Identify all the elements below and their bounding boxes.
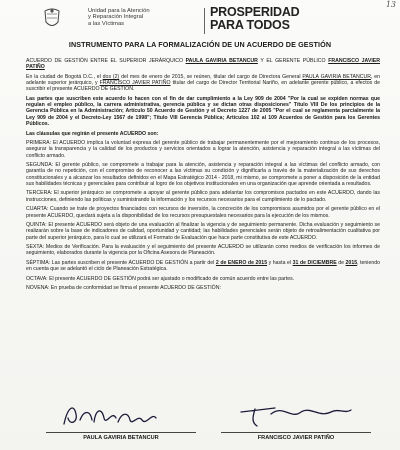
brand-logo: PROSPERIDAD PARA TODOS [210, 5, 300, 32]
signature-superior [36, 400, 206, 448]
clause-cuarta: CUARTA: Cuando se trate de proyectos financiados con recursos de inversión, la concreción de los compromisos asumidos por el gerente público en el presente ACUERDO, quedará sujeta a la disponibilidad de los recursos presupuestales necesarios para la ejecución de los mismos. [26, 206, 380, 219]
signature-gerente [211, 400, 381, 448]
clause-tercera: TERCERA: El superior jerárquico se compromete a apoyar al gerente público para adelantar los compromisos pactados en este ACUERDO, dando las instrucciones, definiendo las políticas y suministrando la información y los recursos necesarios para el cumplimiento de lo pactado. [26, 190, 380, 203]
clause-sexta: SEXTA: Medios de Verificación. Para la evaluación y el seguimiento del presente ACUERDO se utilizarán como medios de verificación los informes de seguimiento, elaborados durante la vigencia por la Oficina Asesora de Planeación. [26, 244, 380, 257]
coat-of-arms-icon [42, 7, 62, 31]
document-body [26, 58, 380, 295]
signature-line [221, 432, 371, 433]
document-title: INSTRUMENTO PARA LA FORMALIZACIÓN DE UN ACUERDO DE GESTIÓN [68, 40, 332, 49]
handwritten-signature-right [231, 400, 361, 430]
clause-novena: NOVENA: En prueba de conformidad se firma el presente ACUERDO DE GESTIÓN: [26, 285, 221, 292]
header-divider [204, 8, 205, 34]
signature-block [26, 400, 380, 448]
clauses-intro: Las cláusulas que regirán el presente ACUERDO son: [26, 130, 159, 137]
handwritten-signature-left [56, 400, 186, 430]
paragraph-1: En la ciudad de Bogotá D.C., el dos (2) del mes de enero de 2015, se reúnen, titular del cargo de Directora General PAULA GAVIRIA BETANCUR, en adelante superior jerárquico, y FRANCISCO JAVIER PATIÑO titular del cargo de Director Territorial Nariño, en adelante gerente público, a efectos de suscribir el presente ACUERDO DE GESTIÓN. [26, 73, 381, 93]
intro-paragraph: ACUERDO DE GESTIÓN ENTRE EL SUPERIOR JERÁRQUICO PAULA GAVIRIA BETANCUR Y EL GERENTE PÚBLICO FRANCISCO JAVIER PATIÑO [26, 58, 380, 71]
organization-name: Unidad para la Atención y Reparación Integral a las Víctimas [88, 8, 150, 27]
clause-septima: SÉPTIMA: Las partes suscriben el presente ACUERDO DE GESTIÓN a partir del 2 de ENERO de 2015 y hasta el 31 de DICIEMBRE de 2015, teniendo en cuenta que se adelantó el ciclo de Planeación Estratégica. [26, 259, 380, 273]
signer-name-superior: PAULA GAVIRIA BETANCUR [83, 435, 159, 441]
signature-line [46, 432, 196, 433]
clause-quinta: QUINTA: El presente ACUERDO será objeto de una evaluación al finalizar la vigencia y de seguimiento permanente. Dicha evaluación y seguimiento se realizarán sobre la base de indicadores de calidad, oportunidad y cantidad; las habilidades gerenciales serán objeto de retroalimentación cualitativa por parte del superior jerárquico, para lo cual se utilizará el Formato de Evaluación que hace parte constitutiva de este ACUERDO. [26, 222, 380, 241]
document-header [22, 6, 382, 36]
margin-note: 13 [385, 0, 396, 9]
signer-name-gerente: FRANCISCO JAVIER PATIÑO [257, 435, 335, 441]
clause-octava: OCTAVA: El presente ACUERDO DE GESTIÓN podrá ser ajustado o modificado de común acuerdo entre las partes. [26, 275, 295, 282]
clause-primera: PRIMERA: El ACUERDO implica la voluntad expresa del gerente público de trabajar permanentemente por el mejoramiento continuo de los procesos, asegurar la transparencia y la calidad de los productos y servicios orientados a lograr la atención, asistencia y reparación integral a las víctimas del conflicto armado. [26, 140, 380, 159]
paragraph-2: Las partes que suscriben este acuerdo lo hacen con el fin de dar cumplimiento a la Ley 909 de 2004 "Por la cual se expiden normas que regulan el empleo público, la carrera administrativa, gerencia pública y se dictan otras disposiciones" Título VIII De los principios de la Gerencia Pública en la Administración; Artículo 50 Acuerdo de Gestión y el Decreto 1227 de 2005 "Por el cual se reglamenta parcialmente la Ley 909 de 2004 y el Decreto-Ley 1567 de 1998"; Título VIII Gerencia Pública; Artículos 102 al 109 Acuerdos de Gestión para los Gerentes Públicos. [26, 95, 380, 128]
clause-segunda: SEGUNDA: El gerente público, se compromete a trabajar para la atención, asistencia y reparación integral a las víctimas del conflicto armado, con garantía de no repetición, con el compromiso de reconocer a las víctimas su condición y dignificarla a través de la materialización de sus derechos constitucionales y a alcanzar los resultados definidos en el Mapa Estratégico 2014 - 2018, mi mismo, se compromete a poner a disposición de la entidad sus habilidades técnicas y gerenciales para contribuir al logro de los objetivos institucionales en una organización que aprende orientada a resultados. [26, 162, 380, 187]
